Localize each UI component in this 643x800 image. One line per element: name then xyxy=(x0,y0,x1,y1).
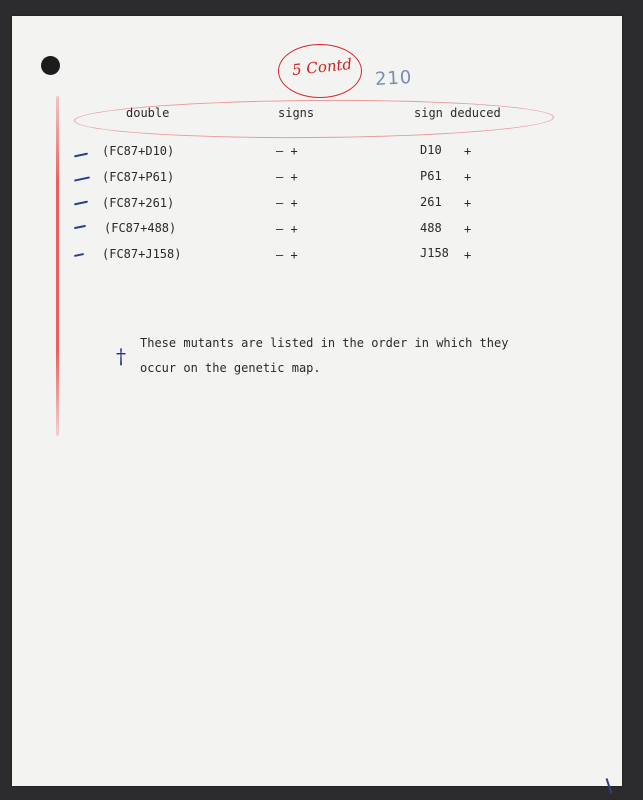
header-signs: signs xyxy=(278,106,315,120)
row-signs: – + xyxy=(276,222,298,236)
document-page xyxy=(12,16,622,786)
row-deduced: J158 xyxy=(420,246,449,260)
check-mark xyxy=(74,225,86,229)
header-double: double xyxy=(126,106,170,120)
header-sign-deduced: sign deduced xyxy=(414,106,501,120)
row-deduced: P61 xyxy=(420,169,442,183)
punch-hole xyxy=(41,56,60,75)
row-double: (FC87+J158) xyxy=(102,247,182,261)
check-mark xyxy=(74,153,88,158)
row-signs: – + xyxy=(276,196,298,210)
row-signs: – + xyxy=(276,170,298,184)
dagger-footnote-mark: † xyxy=(116,344,126,368)
row-deduced: 261 xyxy=(420,195,442,209)
red-margin-line xyxy=(56,96,59,436)
row-double: (FC87+488) xyxy=(104,221,177,235)
row-deduced-sign: + xyxy=(464,248,472,262)
row-deduced-sign: + xyxy=(464,144,472,158)
footnote-line-1: These mutants are listed in the order in which they xyxy=(140,336,509,350)
row-signs: – + xyxy=(276,144,298,158)
blue-pen-mark xyxy=(606,778,613,794)
row-double: (FC87+P61) xyxy=(102,170,175,184)
row-deduced: D10 xyxy=(420,143,442,157)
row-double: (FC87+D10) xyxy=(102,144,175,158)
blue-handwritten-number: 210 xyxy=(374,67,413,90)
check-mark xyxy=(74,176,90,181)
check-mark xyxy=(74,201,88,206)
check-mark xyxy=(74,253,84,257)
row-deduced-sign: + xyxy=(464,222,472,236)
row-deduced-sign: + xyxy=(464,170,472,184)
footnote-line-2: occur on the genetic map. xyxy=(140,361,321,375)
row-signs: – + xyxy=(276,248,298,262)
row-double: (FC87+261) xyxy=(102,196,175,210)
row-deduced: 488 xyxy=(420,221,442,235)
row-deduced-sign: + xyxy=(464,196,472,210)
red-handwritten-annotation: 5 Contd xyxy=(291,54,353,80)
